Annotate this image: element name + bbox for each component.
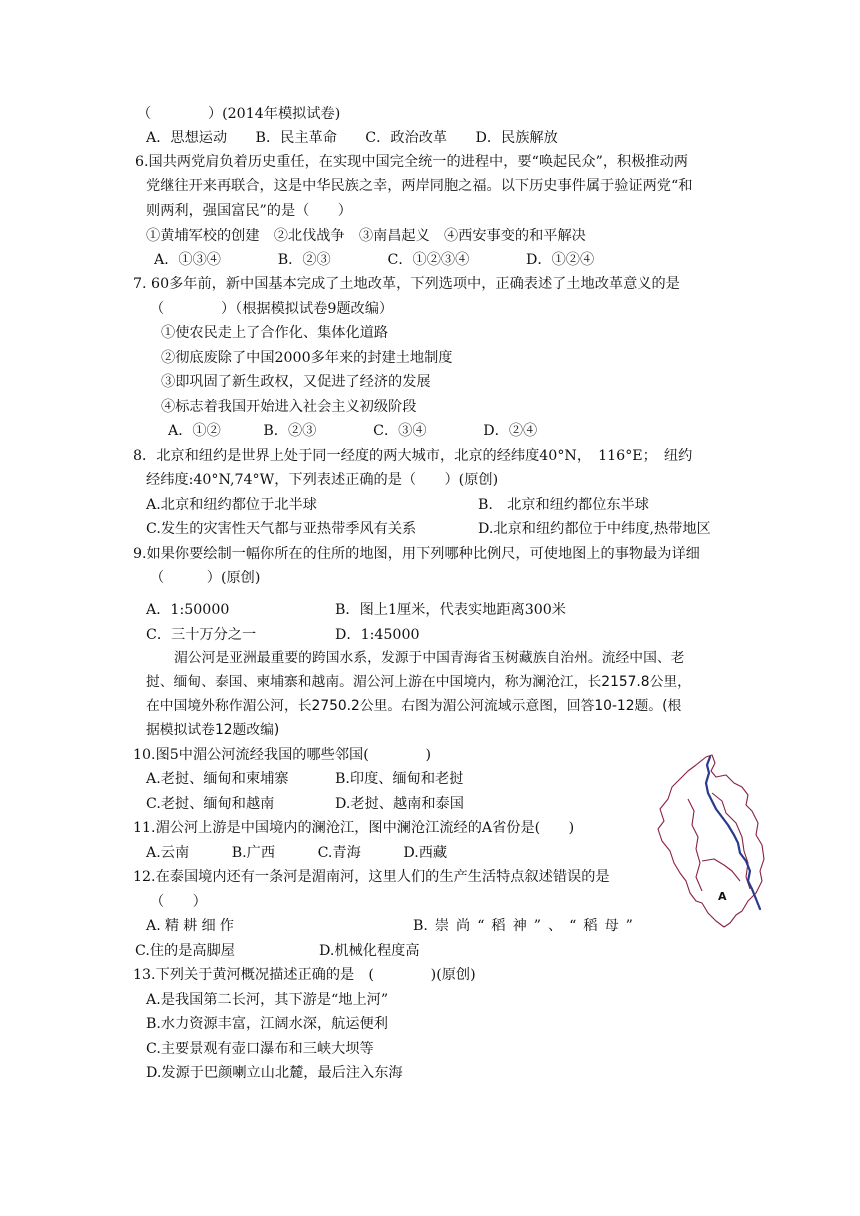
q10-option-d: D.老挝、越南和泰国 xyxy=(335,796,464,812)
q13-option-a: A.是我国第二长河，其下游是“地上河” xyxy=(146,992,389,1008)
q12-option-a: A. 精 耕 细 作 xyxy=(146,918,234,934)
q9-stem-line1: 9.如果你要绘制一幅你所在的住所的地图，用下列哪种比例尺，可使地图上的事物最为详细 xyxy=(133,546,700,562)
q6-items: ①黄埔军校的创建 ②北伐战争 ③南昌起义 ④西安事变的和平解决 xyxy=(146,228,586,244)
passage-line4: 据模拟试卷12题改编) xyxy=(146,722,280,738)
q9-option-a: A．1:50000 xyxy=(146,602,230,618)
q12-stem-line2: （ ） xyxy=(150,894,207,910)
q11-options: A.云南 B.广西 C.青海 D.西藏 xyxy=(146,845,448,861)
q11-stem: 11.湄公河上游是中国境内的澜沧江，图中澜沧江流经的A省份是( ) xyxy=(133,820,575,836)
q13-option-b: B.水力资源丰富，江阔水深，航运便利 xyxy=(146,1016,388,1032)
q10-option-a: A.老挝、缅甸和柬埔寨 xyxy=(146,771,289,787)
passage-line2: 挝、缅甸、泰国、柬埔寨和越南。湄公河上游在中国境内，称为澜沧江，长2157.8公里， xyxy=(146,674,691,690)
q10-stem: 10.图5中湄公河流经我国的哪些邻国( ) xyxy=(133,747,432,763)
q8-stem-line1: 8．北京和纽约是世界上处于同一经度的两大城市，北京的经纬度40°N， 116°E； 纽约 xyxy=(133,448,693,464)
q7-options: A．①② B．②③ C．③④ D．②④ xyxy=(168,423,538,439)
q7-item-1: ①使农民走上了合作化、集体化道路 xyxy=(161,325,389,341)
q10-option-b: B.印度、缅甸和老挝 xyxy=(335,771,464,787)
q9-option-c: C．三十万分之一 xyxy=(146,627,257,643)
q5-tail: （ ）(2014年模拟试卷) xyxy=(137,106,341,122)
q8-option-b: B. 北京和纽约都位东半球 xyxy=(478,497,649,513)
passage-line3: 在中国境外称作湄公河，长2750.2公里。右图为湄公河流域示意图，回答10-12题。(根 xyxy=(146,698,682,714)
passage-line1: 湄公河是亚洲最重要的跨国水系，发源于中国青海省玉树藏族自治州。流经中国、老 xyxy=(174,650,685,666)
q9-option-b: B．图上1厘米，代表实地距离300米 xyxy=(335,602,566,618)
q7-stem-line2: （ ）（根据模拟试卷9题改编） xyxy=(150,301,394,317)
q5-options: A．思想运动 B．民主革命 C．政治改革 D．民族解放 xyxy=(146,130,558,146)
q8-stem-line2: 经纬度:40°N,74°W，下列表述正确的是（ ）(原创) xyxy=(146,472,499,488)
map-outline xyxy=(658,755,764,927)
q6-options: A．①③④ B．②③ C．①②③④ D．①②④ xyxy=(154,252,595,268)
map-label-a: A xyxy=(718,890,727,903)
map-border-west xyxy=(688,799,702,891)
map-country-borders xyxy=(658,755,764,927)
q7-item-3: ③即巩固了新生政权，又促进了经济的发展 xyxy=(161,374,431,390)
q13-option-c: C.主要景观有壶口瀑布和三峡大坝等 xyxy=(146,1041,374,1057)
map-border-laos xyxy=(712,793,744,851)
q8-option-a: A.北京和纽约都位于北半球 xyxy=(146,497,317,513)
mekong-basin-map xyxy=(652,753,768,929)
q9-option-d: D．1:45000 xyxy=(335,627,420,643)
q12-stem-line1: 12.在泰国境内还有一条河是湄南河，这里人们的生产生活特点叙述错误的是 xyxy=(133,869,610,885)
q7-item-2: ②彻底废除了中国2000多年来的封建土地制度 xyxy=(161,350,453,366)
q8-option-d: D.北京和纽约都位于中纬度,热带地区 xyxy=(478,521,711,537)
q9-stem-line2: （ ）(原创) xyxy=(150,570,261,586)
q6-stem-line3: 则两利，强国富民”的是（ ） xyxy=(146,203,352,219)
q6-stem-line1: 6.国共两党肩负着历史重任，在实现中国完全统一的进程中，要“唤起民众”，积极推动两 xyxy=(135,154,688,170)
q13-stem: 13.下列关于黄河概况描述正确的是 ( )(原创) xyxy=(133,967,476,983)
map-border-south xyxy=(702,859,740,881)
q12-option-d: D.机械化程度高 xyxy=(319,943,420,959)
q7-stem-line1: 7. 60多年前，新中国基本完成了土地改革，下列选项中，正确表述了土地改革意义的是 xyxy=(133,276,680,292)
q7-item-4: ④标志着我国开始进入社会主义初级阶段 xyxy=(161,399,417,415)
q12-option-c: C.住的是高脚屋 xyxy=(135,943,235,959)
mekong-river-line xyxy=(706,757,760,909)
q12-option-b: B. 崇 尚 “ 稻 神 ” 、 “ 稻 母 ” xyxy=(413,918,633,934)
q10-option-c: C.老挝、缅甸和越南 xyxy=(146,796,275,812)
q8-option-c: C.发生的灾害性天气都与亚热带季风有关系 xyxy=(146,521,417,537)
q13-option-d: D.发源于巴颜喇立山北麓，最后注入东海 xyxy=(146,1065,403,1081)
q6-stem-line2: 党继往开来再联合，这是中华民族之幸，两岸同胞之福。以下历史事件属于验证两党“和 xyxy=(146,178,693,194)
